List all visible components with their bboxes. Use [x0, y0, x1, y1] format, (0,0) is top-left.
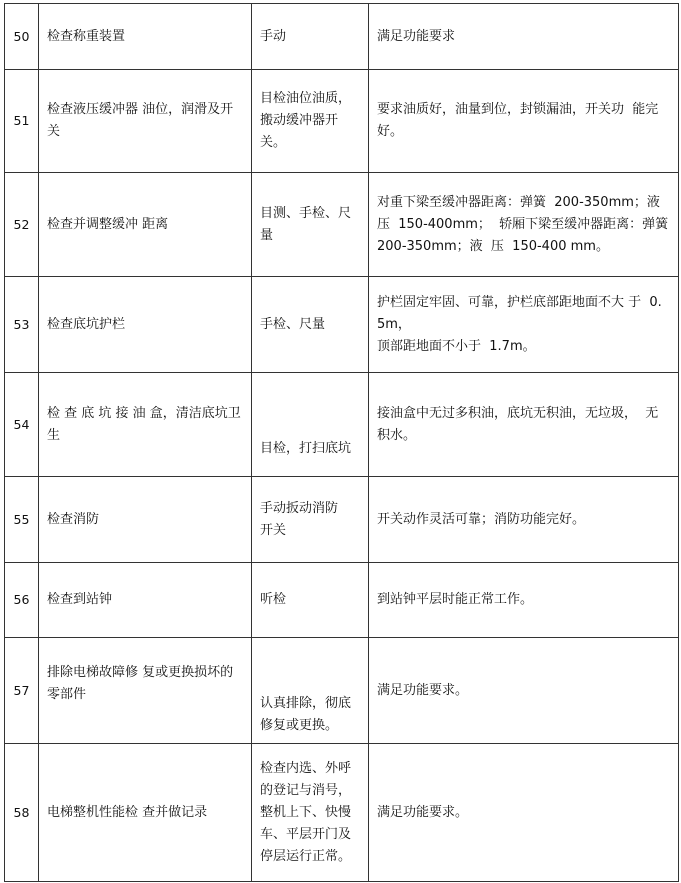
row-number: 58	[5, 744, 39, 882]
row-number: 56	[5, 563, 39, 638]
table-row	[5, 70, 679, 173]
row-number: 52	[5, 173, 39, 277]
check-requirement: 护栏固定牢固、可靠，护栏底部距地面不大 于 0.5m， 顶部距地面不小于 1.7m。	[369, 277, 679, 373]
check-method: 目检，打扫底坑	[252, 373, 369, 477]
check-method: 检查内选、外呼 的登记与消号， 整机上下、快慢 车、平层开门及 停层运行正常。	[252, 744, 369, 882]
check-method: 手检、尺量	[252, 277, 369, 373]
check-item: 检 查 底 坑 接 油 盒，清洁底坑卫 生	[39, 373, 252, 477]
row-number: 57	[5, 638, 39, 744]
check-method: 手动扳动消防 开关	[252, 477, 369, 563]
check-item: 排除电梯故障修 复或更换损坏的 零部件	[39, 638, 252, 744]
check-item: 检查到站钟	[39, 563, 252, 638]
check-method: 认真排除，彻底 修复或更换。	[252, 638, 369, 744]
check-method: 目测、手检、尺 量	[252, 173, 369, 277]
check-requirement: 要求油质好，油量到位，封锁漏油，开关功 能完好。	[369, 70, 679, 173]
check-requirement: 对重下梁至缓冲器距离：弹簧 200-350mm；液 压 150-400mm； 轿厢下梁至缓冲器距离：弹簧 200-350mm；液 压 150-400 mm。	[369, 173, 679, 277]
check-requirement: 满足功能要求	[369, 4, 679, 70]
check-method: 听检	[252, 563, 369, 638]
check-requirement: 到站钟平层时能正常工作。	[369, 563, 679, 638]
check-method: 目检油位油质， 搬动缓冲器开 关。	[252, 70, 369, 173]
table-row	[5, 173, 679, 277]
row-number: 53	[5, 277, 39, 373]
row-number: 50	[5, 4, 39, 70]
table-row	[5, 744, 679, 882]
table-row	[5, 563, 679, 638]
table-row	[5, 4, 679, 70]
table-row	[5, 277, 679, 373]
check-requirement: 满足功能要求。	[369, 638, 679, 744]
row-number: 51	[5, 70, 39, 173]
check-method: 手动	[252, 4, 369, 70]
row-number: 55	[5, 477, 39, 563]
table-row	[5, 638, 679, 744]
check-item: 检查消防	[39, 477, 252, 563]
check-item: 检查称重装置	[39, 4, 252, 70]
maintenance-table	[4, 3, 679, 882]
check-requirement: 接油盒中无过多积油，底坑无积油，无垃圾， 无积水。	[369, 373, 679, 477]
check-item: 检查底坑护栏	[39, 277, 252, 373]
check-item: 检查液压缓冲器 油位，润滑及开 关	[39, 70, 252, 173]
row-number: 54	[5, 373, 39, 477]
check-item: 电梯整机性能检 查并做记录	[39, 744, 252, 882]
check-requirement: 满足功能要求。	[369, 744, 679, 882]
check-requirement: 开关动作灵活可靠；消防功能完好。	[369, 477, 679, 563]
table-row	[5, 477, 679, 563]
table-row	[5, 373, 679, 477]
check-item: 检查并调整缓冲 距离	[39, 173, 252, 277]
